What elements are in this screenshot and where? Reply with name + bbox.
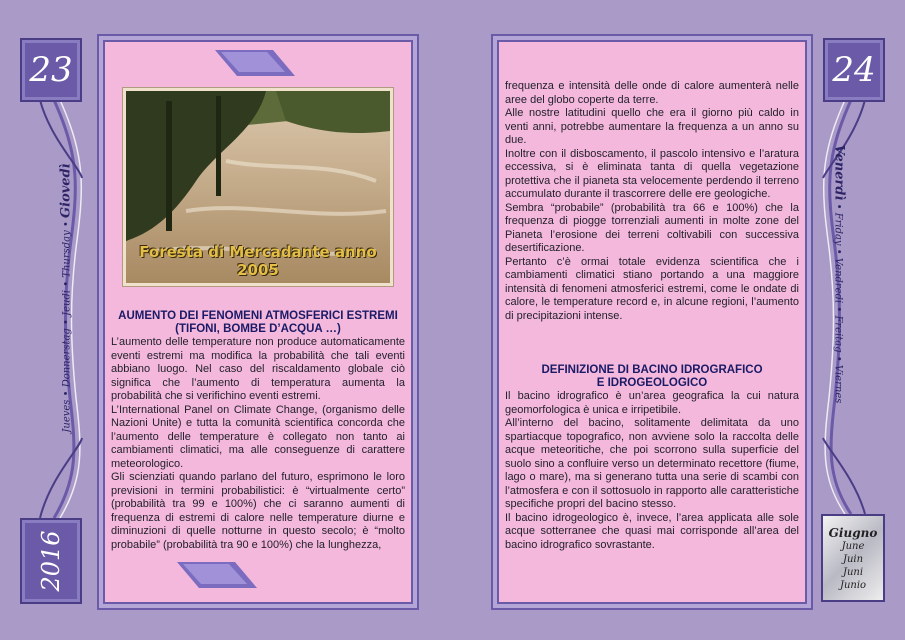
weekday-names-vertical (832, 145, 847, 404)
top-ribbon-decoration (215, 50, 295, 76)
weekday-translations: • Friday • Vendredi • Freitag • Viernes (832, 203, 844, 404)
article-paragraph: frequenza e intensità delle onde di calore aumenterà nelle aree del globo coperte da terre. (505, 80, 799, 106)
article-paragraph: Alle nostre latitudini quello che era il giorno più caldo in venti anni, potrebbe aumentare la frequenza a un anno su due. (505, 107, 799, 146)
month-translation: Juni (842, 567, 864, 578)
weekday-italian: Venerdì (831, 144, 847, 201)
day-number-box (823, 38, 885, 102)
heading-line-2: E IDROGEOLOGICO (596, 377, 708, 389)
flood-photo (123, 88, 393, 286)
day-number: 24 (832, 50, 876, 90)
article-paragraph: L’International Panel on Climate Change, (organismo delle Nazioni Unite) e tutta la comunità scientifica concorda che l’aumento delle temperature è collegato non tanto ai cambiamenti climatici, ma alle conseguenze di carattere meteorologico. (111, 403, 405, 470)
article-heading (505, 364, 799, 390)
right-article-bottom (505, 364, 799, 552)
article-paragraph: All’interno del bacino, solitamente delimitata da uno spartiacque topografico, non avviene solo la raccolta delle acque meteoritiche, che poi scorrono sulla superficie del suolo sino a confluire verso un determinato recettore (fiume, lago o mare), ma si generano tutta una serie di scambi con l’atmosfera e con il sottosuolo in rapporto alle caratteristiche specifiche propri del bacino stesso. (505, 417, 799, 510)
month-translation: June (841, 541, 865, 552)
article-paragraph: Sembra “probabile” (probabilità tra 66 e 100%) che la frequenza di piogge torrenziali aumenti in molte zone del Pianeta l’erosione dei terreni coltivabili con successiva desertificazione. (505, 201, 799, 254)
day-number: 23 (29, 50, 73, 90)
bottom-ribbon-decoration (177, 562, 257, 588)
right-article-top (505, 80, 799, 323)
article-paragraph: Il bacino idrografico è un’area geografica la cui natura geomorfologica è unica e irripetibile. (505, 390, 799, 416)
left-article (111, 310, 405, 552)
month-title: Giugno (828, 526, 878, 540)
month-translation: Junio (839, 580, 867, 591)
weekday-translations: Jueves • Donnerstag • Jeudi • Thursday • (61, 221, 73, 433)
left-date-strip (20, 38, 88, 600)
weekday-italian: Giovedì (58, 163, 74, 218)
year-label: 2016 (37, 530, 65, 592)
article-heading (111, 310, 405, 336)
article-paragraph: Il bacino idrogeologico è, invece, l’area applicata alle sole acque sotterranee che quasi mai corrisponde all’area del bacino idrografico sovrastante. (505, 511, 799, 551)
heading-line-1: DEFINIZIONE DI BACINO IDROGRAFICO (541, 364, 763, 376)
article-paragraph: L’aumento delle temperature non produce automaticamente eventi estremi ma modifica la probabilità che tali eventi abbiano luogo. Nel caso del riscaldamento globale ciò significa che l’aumento di temperatura aumenta la probabilità che si verifichino eventi estremi. (111, 336, 405, 402)
article-paragraph: Inoltre con il disboscamento, il pascolo intensivo e l’aratura eccessiva, si è eliminata tanta di quella vegetazione protettiva che il pianeta sta velocemente perdendo il terreno accumulato durante il trascorrere delle ere geologiche. (505, 147, 799, 200)
left-page-panel (103, 40, 413, 604)
year-box (20, 518, 82, 604)
month-box (821, 514, 885, 602)
article-paragraph: Pertanto c’è ormai totale evidenza scientifica che i cambiamenti climatici stiano portando a una maggiore intensità di fenomeni atmosferici estremi, come le ondate di calore, le temperature record e, in alcune regioni, l’aumento di precipitazioni intense. (505, 255, 799, 322)
month-translation: Juin (842, 554, 864, 565)
photo-caption: Foresta di Mercadante anno 2005 (139, 243, 377, 279)
day-number-box (20, 38, 82, 102)
heading-line-2: (TIFONI, BOMBE D’ACQUA …) (175, 323, 341, 335)
right-date-strip (817, 38, 885, 600)
heading-line-1: AUMENTO DEI FENOMENI ATMOSFERICI ESTREMI (118, 310, 398, 322)
article-paragraph: Gli scienziati quando parlano del futuro, esprimono le loro previsioni in termini probabilistici: è “virtualmente certo” (probabilità tra 99 e 100%) che ci saranno aumenti di frequenza di estremi di calore nelle temperature diurne e diminuzioni di quelle notturne in questo secolo; è “molto probabile” (probabilità tra 90 e 100%) che la lunghezza, (111, 471, 405, 551)
right-page-panel (497, 40, 807, 604)
weekday-names-vertical (59, 163, 74, 432)
left-strip-ornament (20, 38, 88, 600)
